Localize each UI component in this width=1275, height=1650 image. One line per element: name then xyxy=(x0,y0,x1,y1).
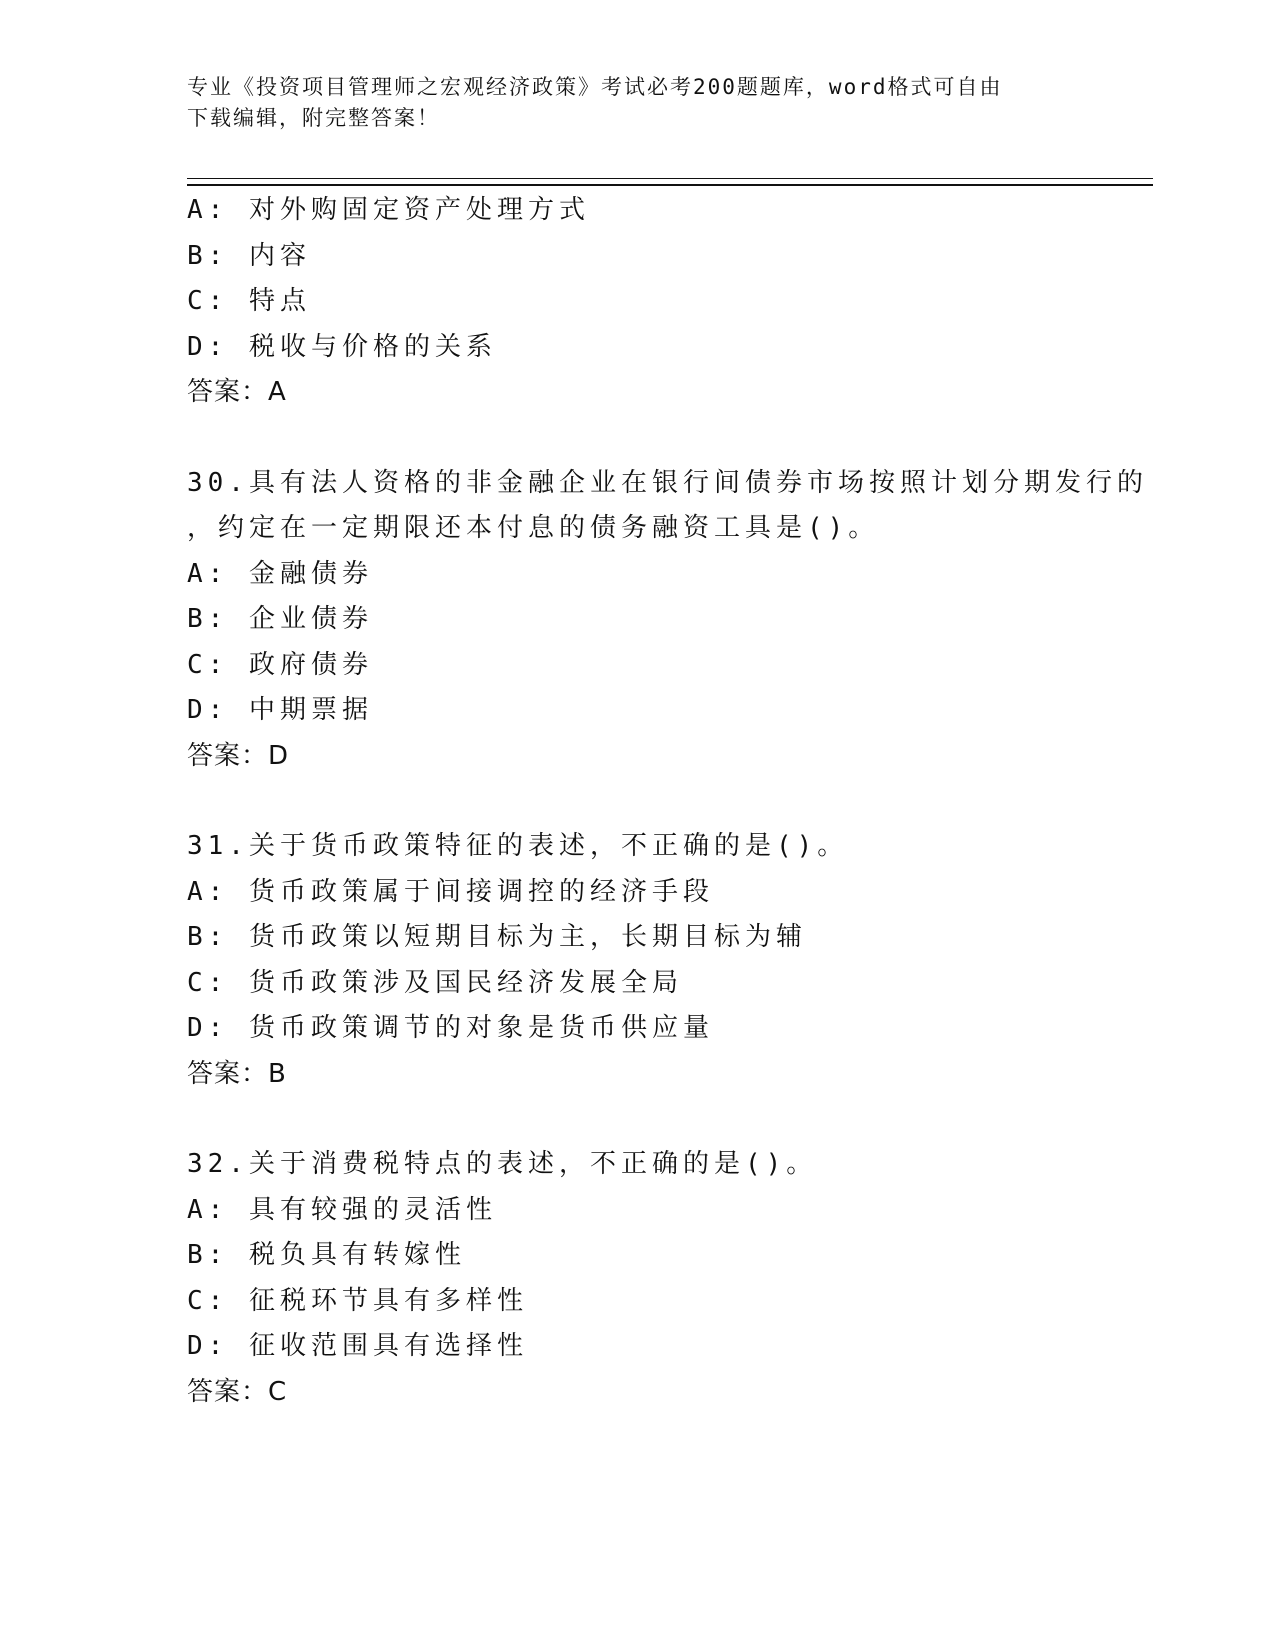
question-stem-line-2: ，约定在一定期限还本付息的债务融资工具是()。 xyxy=(187,513,880,543)
option-a: A: 对外购固定资产处理方式 xyxy=(187,195,590,225)
question-list xyxy=(187,188,1148,1415)
header-line-1: 专业《投资项目管理师之宏观经济政策》考试必考200题题库，word格式可自由 xyxy=(187,75,1003,99)
option-c: C: 货币政策涉及国民经济发展全局 xyxy=(187,967,683,998)
document-header xyxy=(187,72,1067,134)
spacer xyxy=(187,416,1117,461)
answer: 答案：C xyxy=(187,1376,288,1407)
option-d: D: 货币政策调节的对象是货币供应量 xyxy=(187,1013,714,1043)
option-b: B: 企业债券 xyxy=(187,604,373,634)
option-d: D: 征收范围具有选择性 xyxy=(187,1331,528,1361)
answer: 答案：A xyxy=(187,377,287,407)
question-30 xyxy=(187,461,1148,780)
question-stem: 32.关于消费税特点的表述，不正确的是()。 xyxy=(187,1149,818,1179)
spacer xyxy=(187,779,1117,824)
option-a: A: 金融债券 xyxy=(187,558,373,589)
question-32 xyxy=(187,1142,1117,1415)
question-stem-line-1: 30.具有法人资格的非金融企业在银行间债券市场按照计划分期发行的 xyxy=(187,467,1148,498)
option-b: B: 货币政策以短期目标为主，长期目标为辅 xyxy=(187,922,807,952)
answer: 答案：B xyxy=(187,1058,287,1089)
spacer xyxy=(187,1097,1117,1142)
option-c: C: 特点 xyxy=(187,286,311,316)
option-d: D: 税收与价格的关系 xyxy=(187,331,497,362)
question-31 xyxy=(187,824,1117,1097)
question-29 xyxy=(187,188,1117,416)
header-line-2: 下载编辑，附完整答案！ xyxy=(187,106,440,130)
option-b: B: 税负具有转嫁性 xyxy=(187,1240,466,1270)
question-stem: 31.关于货币政策特征的表述，不正确的是()。 xyxy=(187,831,849,861)
option-a: A: 货币政策属于间接调控的经济手段 xyxy=(187,876,714,907)
option-b: B: 内容 xyxy=(187,240,311,271)
option-c: C: 政府债券 xyxy=(187,649,373,680)
header-divider xyxy=(187,178,1153,186)
answer: 答案：D xyxy=(187,740,290,771)
option-d: D: 中期票据 xyxy=(187,695,373,725)
option-c: C: 征税环节具有多样性 xyxy=(187,1285,528,1316)
option-a: A: 具有较强的灵活性 xyxy=(187,1194,497,1225)
